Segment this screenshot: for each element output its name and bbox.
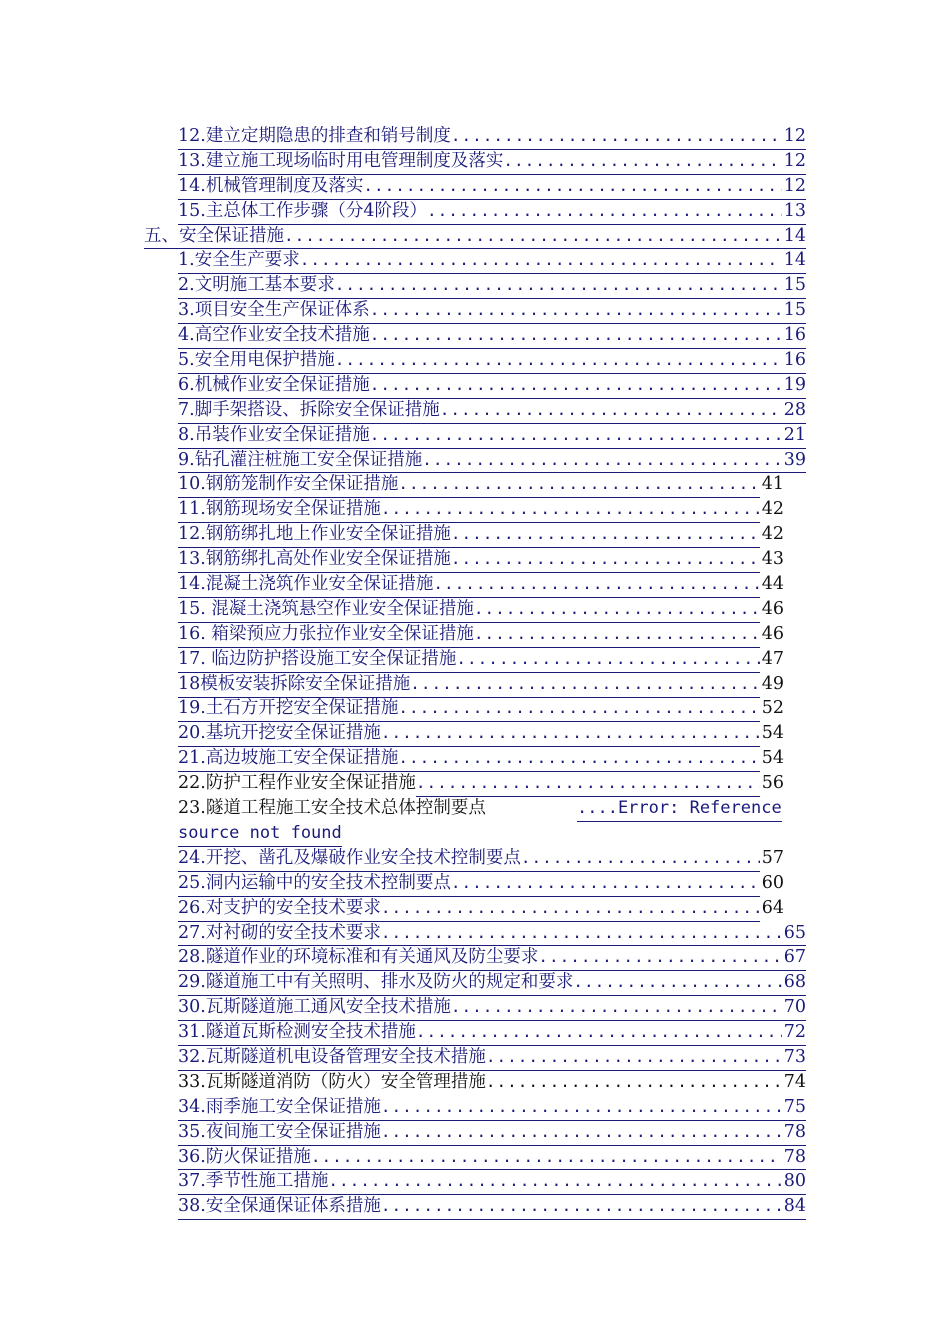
- toc-entry-title: 29.隧道施工中有关照明、排水及防火的规定和要求: [178, 970, 573, 996]
- toc-entry[interactable]: [178, 398, 806, 424]
- toc-entry[interactable]: [178, 696, 784, 722]
- toc-leader-dots: [363, 174, 781, 200]
- toc-leader-dots: [381, 1095, 782, 1121]
- toc-page-number: 15: [782, 298, 806, 324]
- toc-page-number: 42: [761, 499, 784, 520]
- toc-entry-title: 12.钢筋绑扎地上作业安全保证措施: [178, 522, 451, 548]
- toc-entry[interactable]: [178, 248, 806, 274]
- toc-page-number: 64: [761, 897, 784, 918]
- toc-leader-dots: [335, 348, 782, 374]
- toc-leader-dots: [416, 771, 760, 797]
- toc-leader-dots: [370, 423, 782, 449]
- toc-entry-title: 18模板安装拆除安全保证措施: [178, 672, 410, 698]
- toc-entry[interactable]: [178, 423, 806, 449]
- toc-page-number: 80: [782, 1169, 806, 1195]
- toc-leader-dots: [416, 1020, 782, 1046]
- toc-leader-dots: [486, 1045, 782, 1071]
- toc-page-number: 15: [782, 273, 806, 299]
- toc-entry[interactable]: [178, 896, 784, 922]
- toc-entry[interactable]: [178, 1194, 806, 1220]
- toc-leader-dots: [370, 298, 782, 324]
- toc-entry[interactable]: [178, 348, 806, 374]
- toc-leader-dots: [381, 1120, 782, 1146]
- toc-entry-title: 10.钢筋笼制作安全保证措施: [178, 472, 398, 498]
- toc-entry-title: 11.钢筋现场安全保证措施: [178, 497, 381, 523]
- toc-entry-title: 28.隧道作业的环境标准和有关通风及防尘要求: [178, 945, 538, 971]
- toc-entry[interactable]: [178, 871, 784, 897]
- toc-leader-dots: [370, 373, 782, 399]
- toc-entry[interactable]: [178, 1095, 806, 1121]
- toc-leader-dots: [521, 846, 760, 872]
- toc-entry-title: 6.机械作业安全保证措施: [178, 373, 370, 399]
- toc-leader-dots: [456, 647, 759, 673]
- toc-entry[interactable]: [178, 497, 784, 523]
- toc-page-number: 47: [761, 648, 784, 669]
- toc-leader-dots: [381, 896, 760, 922]
- toc-page-number: 28: [782, 398, 806, 424]
- toc-entry-title: 15.主总体工作步骤（分4阶段）: [178, 199, 427, 225]
- toc-entry[interactable]: [178, 149, 806, 175]
- toc-entry-title: 22.防护工程作业安全保证措施: [178, 773, 416, 794]
- toc-entry[interactable]: [178, 622, 784, 648]
- toc-page-number: 75: [782, 1095, 806, 1121]
- toc-page-number: 46: [761, 598, 784, 619]
- toc-page-number: 54: [761, 723, 784, 744]
- toc-entry[interactable]: [178, 1045, 806, 1071]
- toc-leader-dots: [300, 248, 782, 274]
- toc-leader-dots: [503, 149, 781, 175]
- toc-page-number: 21: [782, 423, 806, 449]
- toc-entry[interactable]: [178, 448, 806, 474]
- toc-page-number: 41: [761, 474, 784, 495]
- toc-entry-title: 17. 临边防护搭设施工安全保证措施: [178, 647, 456, 673]
- toc-page-number: 60: [761, 872, 784, 893]
- toc-entry-title: 4.高空作业安全技术措施: [178, 323, 370, 349]
- toc-entry-title: 14.机械管理制度及落实: [178, 174, 363, 200]
- toc-page-number: 13: [782, 199, 806, 225]
- toc-leader-dots: [451, 871, 760, 897]
- toc-entry[interactable]: [178, 597, 784, 623]
- toc-leader-dots: [440, 398, 782, 424]
- toc-entry[interactable]: [178, 721, 784, 747]
- toc-leader-dots: [538, 945, 781, 971]
- toc-entry-broken-reference: [178, 796, 806, 843]
- toc-entry-title: 13.建立施工现场临时用电管理制度及落实: [178, 149, 503, 175]
- toc-leader-dots: [284, 224, 782, 250]
- toc-entry-title: 21.高边坡施工安全保证措施: [178, 746, 398, 772]
- toc-page-number: 84: [782, 1194, 806, 1220]
- toc-entry-title: 8.吊装作业安全保证措施: [178, 423, 370, 449]
- toc-page-number: 78: [782, 1120, 806, 1146]
- toc-entry-title: 30.瓦斯隧道施工通风安全技术措施: [178, 995, 451, 1021]
- toc-entry[interactable]: [178, 1120, 806, 1146]
- toc-page-number: 56: [761, 773, 784, 794]
- toc-entry[interactable]: [178, 970, 806, 996]
- toc-entry-title: 20.基坑开挖安全保证措施: [178, 721, 381, 747]
- toc-section-entry[interactable]: [144, 224, 806, 250]
- toc-leader-dots: [451, 522, 760, 548]
- toc-entry-title: 38.安全保通保证体系措施: [178, 1194, 381, 1220]
- toc-leader-dots: [398, 472, 759, 498]
- toc-entry[interactable]: [178, 672, 784, 698]
- toc-leader-dots: [474, 597, 760, 623]
- toc-leader-dots: [381, 497, 760, 523]
- toc-page-number: 54: [761, 748, 784, 769]
- toc-entry-title: 7.脚手架搭设、拆除安全保证措施: [178, 398, 440, 424]
- toc-entry[interactable]: [178, 846, 784, 872]
- toc-entry-title: 2.文明施工基本要求: [178, 273, 335, 299]
- toc-leader-dots: [474, 622, 760, 648]
- table-of-contents: [0, 124, 950, 1219]
- toc-entry[interactable]: [178, 273, 806, 299]
- toc-page-number: 68: [782, 970, 806, 996]
- toc-entry[interactable]: [178, 124, 806, 150]
- toc-page-number: 57: [761, 847, 784, 868]
- toc-entry[interactable]: [178, 472, 784, 498]
- toc-entry[interactable]: [178, 995, 806, 1021]
- toc-entry-title: 34.雨季施工安全保证措施: [178, 1095, 381, 1121]
- toc-leader-dots: [398, 746, 759, 772]
- toc-leader-dots: [573, 970, 781, 996]
- reference-error-text[interactable]: ....Error: Reference: [577, 796, 782, 822]
- toc-page-number: 19: [782, 373, 806, 399]
- toc-entry-title: 14.混凝土浇筑作业安全保证措施: [178, 572, 433, 598]
- toc-entry[interactable]: [178, 1145, 806, 1171]
- toc-page-number: 78: [782, 1145, 806, 1171]
- toc-entry-title: 27.对衬砌的安全技术要求: [178, 921, 381, 947]
- toc-page-number: 12: [782, 174, 806, 200]
- toc-leader-dots: [433, 572, 759, 598]
- toc-entry-title: 26.对支护的安全技术要求: [178, 896, 381, 922]
- toc-page-number: 12: [782, 124, 806, 150]
- toc-entry-title: 24.开挖、凿孔及爆破作业安全技术控制要点: [178, 846, 521, 872]
- toc-entry-title: 16. 箱梁预应力张拉作业安全保证措施: [178, 622, 474, 648]
- toc-leader-dots: [451, 995, 782, 1021]
- toc-entry[interactable]: [178, 298, 806, 324]
- toc-entry[interactable]: [178, 199, 806, 225]
- toc-page-number: 16: [782, 348, 806, 374]
- toc-leader-dots: [335, 273, 782, 299]
- toc-page-number: 73: [782, 1045, 806, 1071]
- toc-entry[interactable]: [178, 1169, 806, 1195]
- toc-page-number: 49: [761, 673, 784, 694]
- toc-entry[interactable]: [178, 647, 784, 673]
- toc-entry[interactable]: [178, 746, 784, 772]
- toc-leader-dots: [381, 921, 782, 947]
- toc-entry[interactable]: [178, 373, 806, 399]
- toc-page-number: 74: [783, 1071, 806, 1092]
- toc-page-number: 52: [761, 698, 784, 719]
- toc-page-number: 65: [782, 921, 806, 947]
- toc-page-number: 42: [761, 524, 784, 545]
- toc-entry-title: 13.钢筋绑扎高处作业安全保证措施: [178, 547, 451, 573]
- toc-entry[interactable]: [178, 945, 806, 971]
- toc-entry-title: 3.项目安全生产保证体系: [178, 298, 370, 324]
- toc-page-number: 70: [782, 995, 806, 1021]
- toc-entry[interactable]: [178, 547, 784, 573]
- toc-entry-title: 35.夜间施工安全保证措施: [178, 1120, 381, 1146]
- toc-leader-dots: [311, 1145, 782, 1171]
- toc-page-number: 12: [782, 149, 806, 175]
- reference-error-text-continued[interactable]: source not found: [178, 821, 342, 847]
- toc-entry-title: 1.安全生产要求: [178, 248, 300, 274]
- toc-entry-title: 31.隧道瓦斯检测安全技术措施: [178, 1020, 416, 1046]
- toc-entry-title: 15. 混凝土浇筑悬空作业安全保证措施: [178, 597, 474, 623]
- toc-entry-title: 25.洞内运输中的安全技术控制要点: [178, 871, 451, 897]
- toc-entry[interactable]: [178, 771, 784, 797]
- toc-leader-dots: [451, 547, 760, 573]
- toc-leader-dots: [381, 1194, 782, 1220]
- toc-leader-dots: [398, 696, 759, 722]
- toc-page-number: 16: [782, 323, 806, 349]
- toc-entry[interactable]: [178, 323, 806, 349]
- toc-entry-title: 9.钻孔灌注桩施工安全保证措施: [178, 448, 422, 474]
- toc-entry-title: 12.建立定期隐患的排查和销号制度: [178, 124, 451, 150]
- toc-entry-title: 5.安全用电保护措施: [178, 348, 335, 374]
- toc-page-number: 44: [761, 574, 784, 595]
- toc-entry-title: 19.土石方开挖安全保证措施: [178, 696, 398, 722]
- toc-entry-title: 23.隧道工程施工安全技术总体控制要点: [178, 798, 486, 819]
- toc-entry[interactable]: [178, 522, 784, 548]
- toc-page-number: 14: [782, 248, 806, 274]
- toc-leader-dots: [451, 124, 782, 150]
- toc-page-number: 72: [782, 1020, 806, 1046]
- toc-entry[interactable]: [178, 921, 806, 947]
- toc-entry-title: 五、安全保证措施: [144, 224, 284, 250]
- toc-entry[interactable]: [178, 572, 784, 598]
- toc-entry-title: 33.瓦斯隧道消防（防火）安全管理措施: [178, 1071, 486, 1092]
- toc-leader-dots: [427, 199, 782, 225]
- toc-leader-dots: [381, 721, 760, 747]
- toc-leader-dots: [486, 1070, 782, 1095]
- toc-leader-dots: [328, 1169, 781, 1195]
- toc-leader-dots: [422, 448, 782, 474]
- toc-leader-dots: [370, 323, 782, 349]
- toc-entry[interactable]: [178, 1020, 806, 1046]
- toc-page-number: 67: [782, 945, 806, 971]
- toc-page-number: 14: [782, 224, 806, 250]
- toc-entry-title: 37.季节性施工措施: [178, 1169, 328, 1195]
- toc-page-number: 43: [761, 549, 784, 570]
- toc-entry-title: 36.防火保证措施: [178, 1145, 311, 1171]
- toc-page-number: 39: [782, 448, 806, 474]
- toc-entry[interactable]: [178, 174, 806, 200]
- toc-entry-plain: [178, 1070, 806, 1095]
- toc-leader-dots: [410, 672, 759, 698]
- toc-entry-title: 32.瓦斯隧道机电设备管理安全技术措施: [178, 1045, 486, 1071]
- toc-page-number: 46: [761, 623, 784, 644]
